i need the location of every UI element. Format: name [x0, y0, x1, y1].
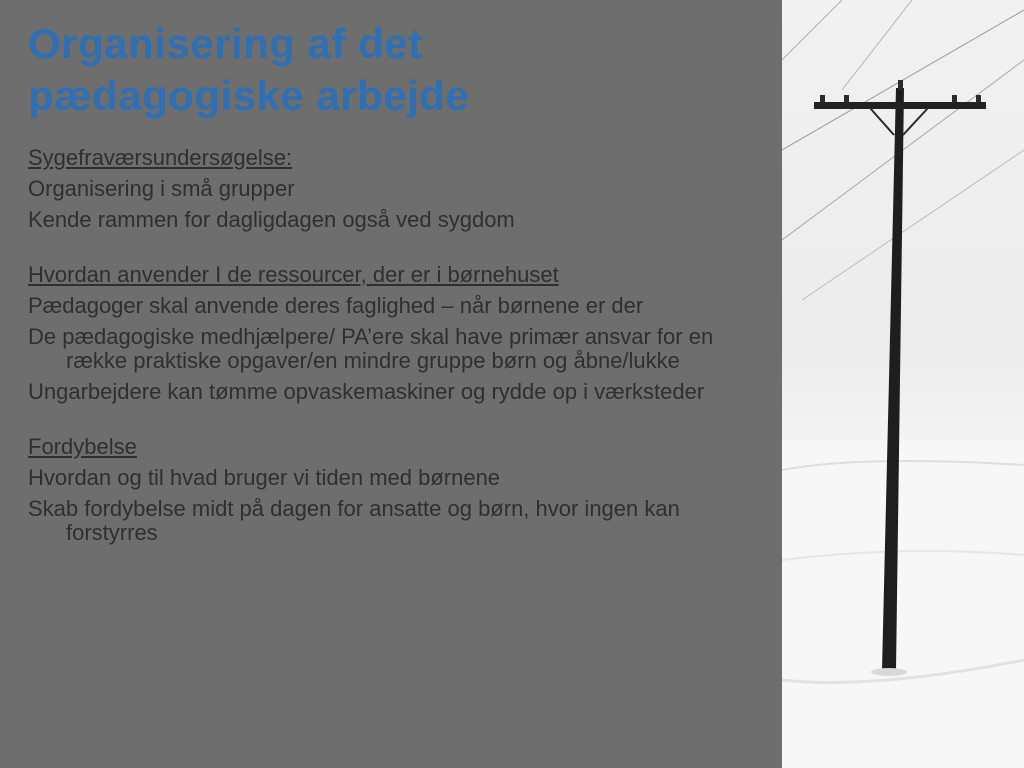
- body-line: De pædagogiske medhjælpere/ PA’ere skal have primær ansvar for en række praktiske opgaver/en mindre gruppe børn og åbne/lukke: [28, 324, 714, 373]
- section-heading-sygefravaer: Sygefraværsundersøgelse:: [28, 145, 293, 170]
- body-line: Skab fordybelse midt på dagen for ansatte og børn, hvor ingen kan forstyrres: [28, 496, 680, 545]
- body-line: Pædagoger skal anvende deres faglighed – når børnene er der: [28, 293, 644, 318]
- title-line-1: Organisering af det: [28, 20, 423, 67]
- body-line: Kende rammen for dagligdagen også ved sygdom: [28, 207, 515, 232]
- slide-body: [28, 146, 768, 552]
- section-heading-fordybelse: Fordybelse: [28, 434, 137, 459]
- pole-illustration: [782, 0, 1024, 768]
- body-line: Hvordan og til hvad bruger vi tiden med børnene: [28, 465, 501, 490]
- spacer: [28, 239, 768, 263]
- title-line-2: pædagogiske arbejde: [28, 72, 470, 119]
- body-line: Ungarbejdere kan tømme opvaskemaskiner og rydde op i værksteder: [28, 379, 705, 404]
- spacer: [28, 411, 768, 435]
- slide-title: [28, 18, 768, 122]
- section-heading-ressourcer: Hvordan anvender I de ressourcer, der er i børnehuset: [28, 262, 559, 287]
- body-line: Organisering i små grupper: [28, 176, 295, 201]
- telephone-pole-photo: [782, 0, 1024, 768]
